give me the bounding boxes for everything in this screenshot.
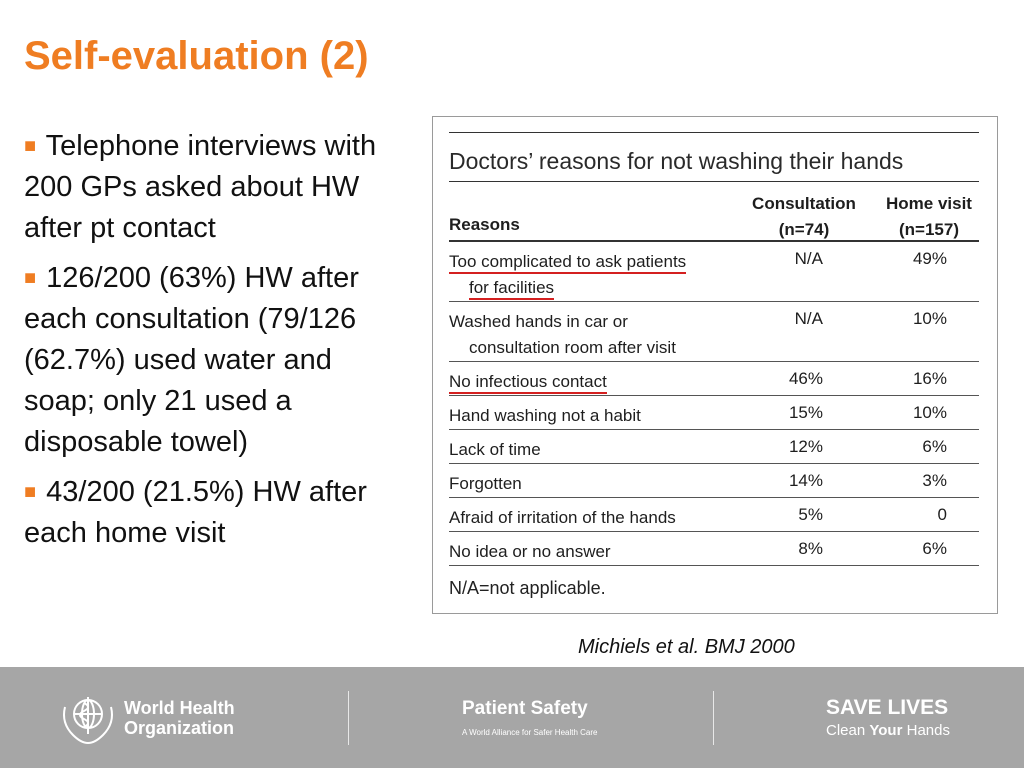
bullet-text: 43/200 (21.5%) HW after each home visit <box>24 476 367 549</box>
table-row <box>449 242 979 302</box>
home-visit-cell: 0 <box>937 505 947 524</box>
table-row <box>449 498 979 532</box>
footer-separator <box>713 691 714 745</box>
bullet-text: Telephone interviews with 200 GPs asked about HW after pt contact <box>24 130 377 244</box>
home-visit-cell: 49% <box>912 249 947 268</box>
table-row <box>449 430 979 464</box>
footer-bar <box>0 667 1024 768</box>
patient-safety-title: Patient Safety <box>462 698 588 719</box>
table-title: Doctors’ reasons for not washing their hands <box>449 148 904 174</box>
consultation-cell: 14% <box>788 471 823 490</box>
consultation-cell: 15% <box>788 403 823 422</box>
reason-cell <box>449 369 607 395</box>
slide-title: Self-evaluation (2) <box>24 34 369 78</box>
table-row <box>449 396 979 430</box>
home-visit-cell: 10% <box>912 309 947 328</box>
bullet-square-icon: ■ <box>24 135 37 157</box>
header-consultation <box>745 191 863 243</box>
bullet-item <box>24 126 409 249</box>
consultation-cell: N/A <box>794 249 823 268</box>
header-reasons: Reasons <box>449 215 520 234</box>
home-visit-cell: 6% <box>922 437 947 456</box>
consultation-cell: N/A <box>794 309 823 328</box>
reason-line1: No infectious contact <box>449 372 607 394</box>
header-home-visit <box>877 191 981 243</box>
header-home-visit-n: (n=157) <box>899 220 959 239</box>
reason-cell <box>449 309 676 361</box>
bullet-item <box>24 258 409 463</box>
reasons-table <box>449 132 979 599</box>
who-line2: Organization <box>124 718 235 738</box>
consultation-cell: 46% <box>788 369 823 388</box>
header-consultation-label: Consultation <box>752 194 856 213</box>
footer-separator <box>348 691 349 745</box>
save-lives-your: Your <box>869 722 903 739</box>
home-visit-cell: 6% <box>922 539 947 558</box>
table-row <box>449 302 979 362</box>
reason-cell: Hand washing not a habit <box>449 406 641 425</box>
reason-line2: consultation room after visit <box>469 338 676 357</box>
reason-cell: Forgotten <box>449 474 522 493</box>
reason-cell: Afraid of irritation of the hands <box>449 508 676 527</box>
bullet-square-icon: ■ <box>24 481 37 503</box>
bullet-item <box>24 472 409 554</box>
consultation-cell: 8% <box>798 539 823 558</box>
home-visit-cell: 3% <box>922 471 947 490</box>
bullet-list <box>24 126 409 563</box>
reason-line1: Washed hands in car or <box>449 312 628 331</box>
table-footnote: N/A=not applicable. <box>449 578 606 598</box>
reason-cell: No idea or no answer <box>449 542 611 561</box>
who-emblem-icon <box>59 689 117 745</box>
consultation-cell: 12% <box>788 437 823 456</box>
who-logo-text <box>124 698 235 738</box>
home-visit-cell: 16% <box>912 369 947 388</box>
save-lives-hands: Hands <box>906 722 950 739</box>
table-row <box>449 464 979 498</box>
reason-cell: Lack of time <box>449 440 541 459</box>
header-home-visit-label: Home visit <box>886 194 972 213</box>
table-header-row <box>449 182 979 240</box>
save-lives-clean: Clean <box>826 722 866 739</box>
bullet-square-icon: ■ <box>24 267 37 289</box>
reason-line1: Too complicated to ask patients <box>449 252 686 274</box>
consultation-cell: 5% <box>798 505 823 524</box>
reason-line2: for facilities <box>469 278 554 300</box>
home-visit-cell: 10% <box>912 403 947 422</box>
table-row <box>449 532 979 566</box>
bullet-text: 126/200 (63%) HW after each consultation (79/126 (62.7%) used water and soap; only 21 used a disposable towel) <box>24 262 359 458</box>
reason-cell <box>449 249 686 301</box>
header-consultation-n: (n=74) <box>778 220 830 239</box>
patient-safety-subtitle: A World Alliance for Safer Health Care <box>462 728 598 737</box>
who-line1: World Health <box>124 698 235 718</box>
save-lives-title: SAVE LIVES <box>826 696 949 719</box>
citation: Michiels et al. BMJ 2000 <box>578 636 795 658</box>
save-lives-subtitle <box>826 722 950 739</box>
table-row <box>449 362 979 396</box>
